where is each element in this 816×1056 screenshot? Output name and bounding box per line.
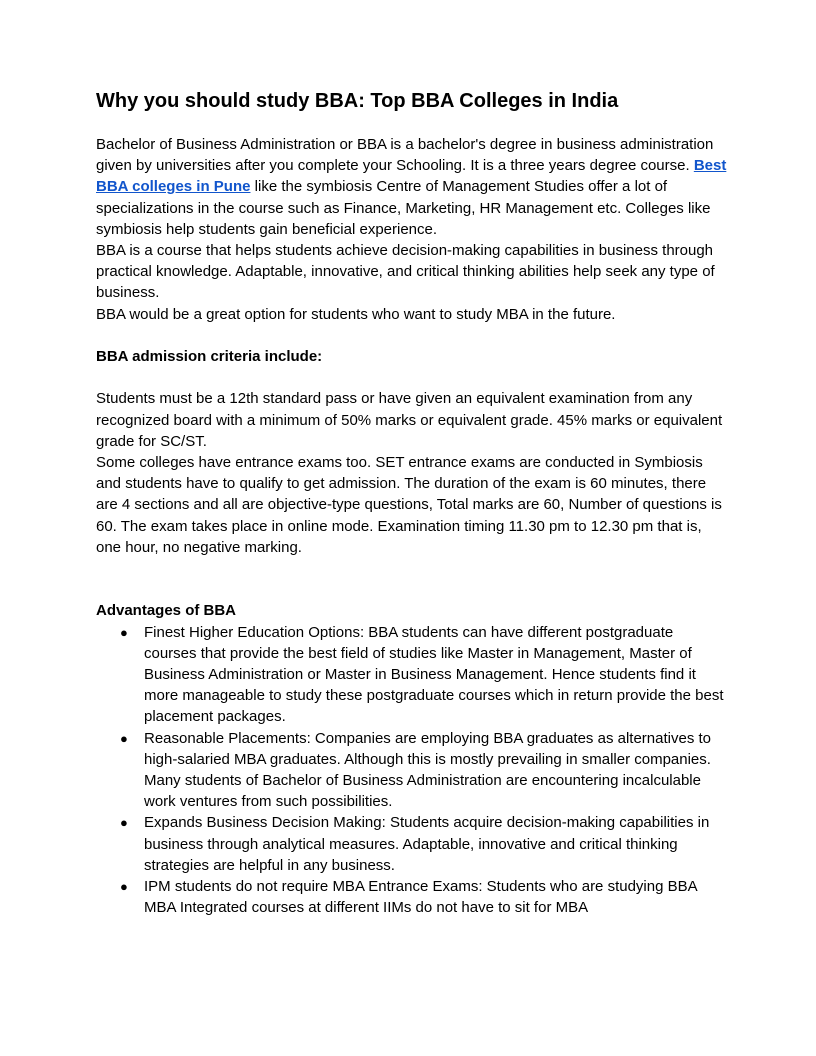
document-page: [96, 88, 728, 918]
list-item-text: Expands Business Decision Making: Students acquire decision-making capabilities in business through analytical measures. Adaptable, innovative and critical thinking strategies are helpful in any business.: [144, 814, 710, 874]
admission-paragraph-entrance-exam: Some colleges have entrance exams too. SET entrance exams are conducted in Symbiosis and students have to qualify to get admission. The duration of the exam is 60 minutes, there are 4 sections and all are objective-type questions, Total marks are 60, Number of questions is 60. The exam takes place in online mode. Examination timing 11.30 pm to 12.30 pm that is, one hour, no negative marking.: [96, 454, 722, 556]
spacer: [96, 579, 728, 600]
paragraph-mba-option: BBA would be a great option for students who want to study MBA in the future.: [96, 305, 616, 323]
bullet-icon: ●: [120, 815, 128, 831]
list-item-text: IPM students do not require MBA Entrance Exams: Students who are studying BBA MBA Integrated courses at different IIMs do not have to sit for MBA: [144, 878, 697, 917]
bullet-icon: ●: [120, 879, 128, 895]
spacer: [96, 367, 728, 388]
intro-text-before-link: Bachelor of Business Administration or BBA is a bachelor's degree in business administration given by universities after you complete your Schooling. It is a three years degree course.: [96, 136, 714, 175]
list-item-text: Finest Higher Education Options: BBA students can have different postgraduate courses that provide the best field of studies like Master in Management, Master of Business Administration or Master in Business Management. Hence students find it more manageable to study these postgraduate courses which in return provide the best placement packages.: [144, 623, 724, 726]
spacer: [96, 325, 728, 346]
list-item-text: Reasonable Placements: Companies are employing BBA graduates as alternatives to high-salaried MBA graduates. Although this is mostly prevailing in smaller companies. Many students of Bachelor of Business Administration are encountering incalculable work ventures from such possibilities.: [144, 729, 711, 811]
best-bba-colleges-pune-link[interactable]: Best BBA colleges in Pune: [96, 157, 727, 196]
paragraph-decision-making: BBA is a course that helps students achieve decision-making capabilities in business through practical knowledge. Adaptable, innovative, and critical thinking abilities help seek any type of business.: [96, 242, 715, 302]
list-item: [96, 728, 728, 813]
list-item: [96, 876, 728, 918]
admission-heading: BBA admission criteria include:: [96, 348, 323, 366]
intro-paragraph: [96, 134, 728, 240]
bullet-icon: ●: [120, 730, 128, 746]
document-title: Why you should study BBA: Top BBA Colleges in India: [96, 90, 619, 112]
list-item: [96, 812, 728, 876]
spacer: [96, 558, 728, 579]
bullet-icon: ●: [120, 624, 128, 640]
list-item: [96, 622, 728, 728]
intro-text-after-link: like the symbiosis Centre of Management Studies offer a lot of specializations in the course such as Finance, Marketing, HR Management etc. Colleges like symbiosis help students gain beneficial experience.: [96, 178, 711, 238]
advantages-heading: Advantages of BBA: [96, 602, 237, 620]
admission-paragraph-eligibility: Students must be a 12th standard pass or have given an equivalent examination from any recognized board with a minimum of 50% marks or equivalent grade. 45% marks or equivalent grade for SC/ST.: [96, 390, 723, 450]
advantages-list: [96, 622, 728, 919]
